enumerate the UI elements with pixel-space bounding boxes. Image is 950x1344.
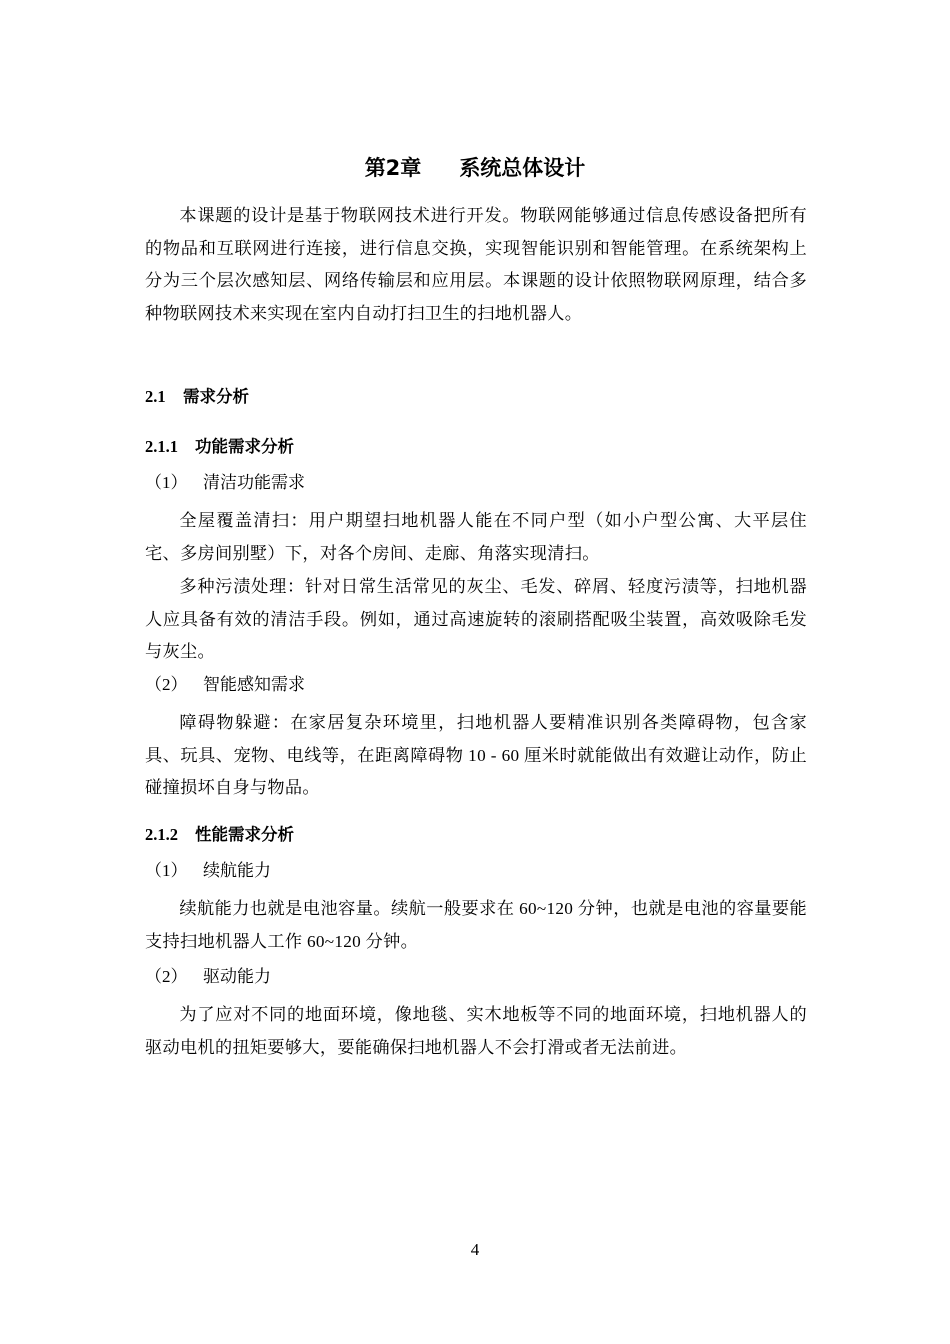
section-heading-2-1 (145, 384, 249, 410)
chapter-number: 第2章 (364, 156, 422, 180)
paragraph-obstacle-avoidance: 障碍物躲避：在家居复杂环境里，扫地机器人要精准识别各类障碍物，包含家具、玩具、宠物、电线等，在距离障碍物 10 - 60 厘米时就能做出有效避让动作，防止碰撞损坏自身与物品。 (145, 713, 807, 798)
intro-paragraph: 本课题的设计是基于物联网技术进行开发。物联网能够通过信息传感设备把所有的物品和互联网进行连接，进行信息交换，实现智能识别和智能管理。在系统架构上分为三个层次感知层、网络传输层和应用层。本课题的设计依照物联网原理，结合多种物联网技术来实现在室内自动打扫卫生的扫地机器人。 (145, 206, 807, 323)
item-number: （1） (145, 861, 188, 880)
item-heading-endurance (145, 858, 271, 884)
subsection-heading-2-1-2 (145, 822, 294, 848)
subsection-title: 性能需求分析 (195, 825, 294, 844)
paragraph-stain-handling: 多种污渍处理：针对日常生活常见的灰尘、毛发、碎屑、轻度污渍等，扫地机器人应具备有效的清洁手段。例如，通过高速旋转的滚刷搭配吸尘装置，高效吸除毛发与灰尘。 (145, 577, 807, 662)
item-heading-drive (145, 964, 271, 990)
item-heading-cleaning (145, 470, 305, 496)
subsection-number: 2.1.1 (145, 437, 178, 456)
subsection-number: 2.1.2 (145, 825, 178, 844)
paragraph-full-coverage: 全屋覆盖清扫：用户期望扫地机器人能在不同户型（如小户型公寓、大平层住宅、多房间别墅）下，对各个房间、走廊、角落实现清扫。 (145, 511, 807, 563)
subsection-title: 功能需求分析 (195, 437, 294, 456)
item-number: （1） (145, 473, 188, 492)
subsection-heading-2-1-1 (145, 434, 294, 460)
chapter-title: 系统总体设计 (459, 156, 586, 180)
item-number: （2） (145, 675, 188, 694)
section-number: 2.1 (145, 387, 166, 406)
item-title: 续航能力 (203, 861, 271, 880)
paragraph-endurance: 续航能力也就是电池容量。续航一般要求在 60~120 分钟，也就是电池的容量要能支持扫地机器人工作 60~120 分钟。 (145, 899, 807, 951)
section-title: 需求分析 (183, 387, 249, 406)
item-title: 清洁功能需求 (203, 473, 305, 492)
chapter-heading (0, 152, 950, 184)
item-heading-sensing (145, 672, 305, 698)
page-number: 4 (470, 1240, 480, 1259)
item-title: 驱动能力 (203, 967, 271, 986)
item-number: （2） (145, 967, 188, 986)
item-title: 智能感知需求 (203, 675, 305, 694)
paragraph-drive: 为了应对不同的地面环境，像地毯、实木地板等不同的地面环境，扫地机器人的驱动电机的扭矩要够大，要能确保扫地机器人不会打滑或者无法前进。 (145, 1005, 807, 1057)
